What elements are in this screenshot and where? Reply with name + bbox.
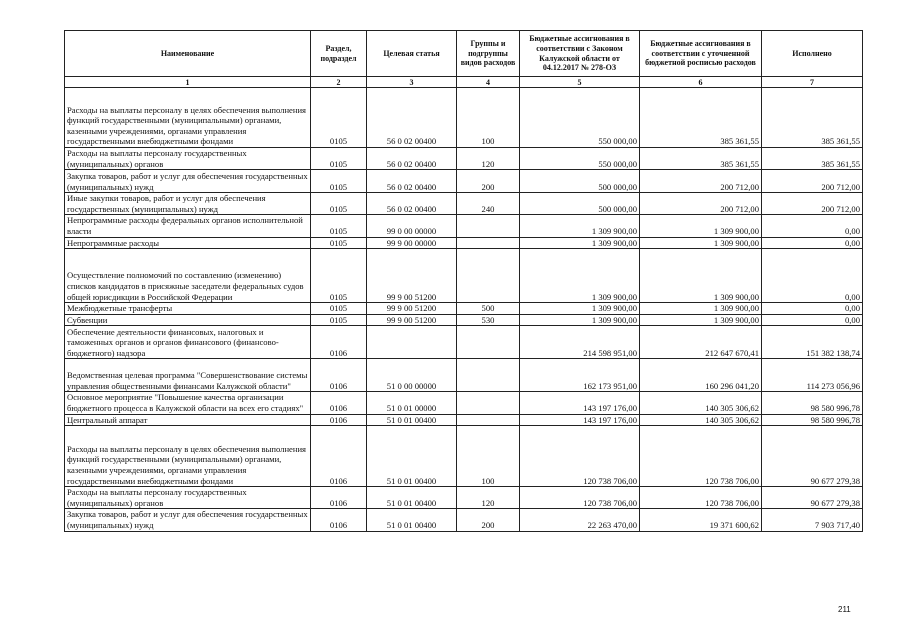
column-number: 5 <box>520 77 640 88</box>
cell-section: 0105 <box>311 237 367 249</box>
cell-law-allocation: 120 738 706,00 <box>520 487 640 509</box>
cell-target-article: 51 0 01 00400 <box>367 414 457 426</box>
cell-expense-group <box>457 359 520 392</box>
table-row <box>65 326 863 359</box>
cell-refined-allocation: 1 309 900,00 <box>640 215 762 237</box>
cell-name: Расходы на выплаты персоналу государственных (муниципальных) органов <box>65 148 311 170</box>
cell-law-allocation: 1 309 900,00 <box>520 249 640 303</box>
page-number: 211 <box>838 605 851 614</box>
cell-name: Закупка товаров, работ и услуг для обеспечения государственных (муниципальных) нужд <box>65 170 311 193</box>
cell-expense-group: 200 <box>457 170 520 193</box>
cell-section: 0106 <box>311 326 367 359</box>
cell-law-allocation: 500 000,00 <box>520 193 640 215</box>
cell-refined-allocation: 120 738 706,00 <box>640 487 762 509</box>
column-number: 2 <box>311 77 367 88</box>
cell-refined-allocation: 1 309 900,00 <box>640 314 762 326</box>
table-body <box>65 88 863 532</box>
header-target-article: Целевая статья <box>367 31 457 77</box>
cell-law-allocation: 1 309 900,00 <box>520 314 640 326</box>
table-row <box>65 314 863 326</box>
cell-executed: 7 903 717,40 <box>762 509 863 531</box>
cell-law-allocation: 500 000,00 <box>520 170 640 193</box>
cell-section: 0106 <box>311 509 367 531</box>
cell-section: 0105 <box>311 88 367 148</box>
cell-target-article: 51 0 01 00400 <box>367 509 457 531</box>
column-number: 4 <box>457 77 520 88</box>
cell-target-article: 56 0 02 00400 <box>367 148 457 170</box>
cell-name: Иные закупки товаров, работ и услуг для обеспечения государственных (муниципальных) нужд <box>65 193 311 215</box>
cell-executed: 385 361,55 <box>762 88 863 148</box>
cell-law-allocation: 1 309 900,00 <box>520 303 640 315</box>
cell-name: Центральный аппарат <box>65 414 311 426</box>
cell-section: 0105 <box>311 215 367 237</box>
cell-expense-group <box>457 326 520 359</box>
cell-name: Непрограммные расходы федеральных органов исполнительной власти <box>65 215 311 237</box>
table-row <box>65 392 863 414</box>
cell-expense-group: 120 <box>457 148 520 170</box>
cell-target-article: 99 9 00 51200 <box>367 249 457 303</box>
cell-law-allocation: 550 000,00 <box>520 148 640 170</box>
cell-name: Ведомственная целевая программа "Совершенствование системы управления общественными финансами Калужской области" <box>65 359 311 392</box>
cell-target-article <box>367 326 457 359</box>
cell-refined-allocation: 200 712,00 <box>640 170 762 193</box>
cell-refined-allocation: 1 309 900,00 <box>640 303 762 315</box>
cell-section: 0105 <box>311 249 367 303</box>
header-name: Наименование <box>65 31 311 77</box>
cell-target-article: 99 0 00 00000 <box>367 215 457 237</box>
cell-refined-allocation: 120 738 706,00 <box>640 426 762 487</box>
cell-expense-group: 120 <box>457 487 520 509</box>
table-row <box>65 170 863 193</box>
cell-expense-group: 500 <box>457 303 520 315</box>
table-row <box>65 88 863 148</box>
cell-section: 0106 <box>311 392 367 414</box>
cell-section: 0105 <box>311 148 367 170</box>
cell-target-article: 51 0 00 00000 <box>367 359 457 392</box>
cell-law-allocation: 162 173 951,00 <box>520 359 640 392</box>
cell-name: Субвенции <box>65 314 311 326</box>
cell-target-article: 51 0 01 00400 <box>367 487 457 509</box>
column-number: 3 <box>367 77 457 88</box>
cell-refined-allocation: 19 371 600,62 <box>640 509 762 531</box>
cell-section: 0106 <box>311 426 367 487</box>
cell-law-allocation: 214 598 951,00 <box>520 326 640 359</box>
cell-section: 0105 <box>311 193 367 215</box>
cell-executed: 98 580 996,78 <box>762 414 863 426</box>
cell-law-allocation: 1 309 900,00 <box>520 215 640 237</box>
cell-expense-group: 530 <box>457 314 520 326</box>
table-row <box>65 193 863 215</box>
table-row <box>65 148 863 170</box>
cell-law-allocation: 1 309 900,00 <box>520 237 640 249</box>
budget-execution-table <box>64 30 863 532</box>
cell-name: Межбюджетные трансферты <box>65 303 311 315</box>
cell-expense-group: 240 <box>457 193 520 215</box>
cell-expense-group <box>457 249 520 303</box>
cell-law-allocation: 22 263 470,00 <box>520 509 640 531</box>
header-executed: Исполнено <box>762 31 863 77</box>
table-row <box>65 414 863 426</box>
cell-target-article: 56 0 02 00400 <box>367 193 457 215</box>
cell-name: Расходы на выплаты персоналу в целях обеспечения выполнения функций государственными (муниципальными) органами, казенными учреждениями, органами управления государственными внебюджетными фондами <box>65 88 311 148</box>
cell-law-allocation: 143 197 176,00 <box>520 414 640 426</box>
cell-executed: 0,00 <box>762 215 863 237</box>
cell-refined-allocation: 160 296 041,20 <box>640 359 762 392</box>
column-number: 6 <box>640 77 762 88</box>
table-row <box>65 426 863 487</box>
cell-refined-allocation: 140 305 306,62 <box>640 414 762 426</box>
cell-target-article: 56 0 02 00400 <box>367 88 457 148</box>
header-section: Раздел, подраздел <box>311 31 367 77</box>
header-refined-allocation: Бюджетные ассигнования в соответствии с уточненной бюджетной росписью расходов <box>640 31 762 77</box>
cell-section: 0106 <box>311 359 367 392</box>
cell-executed: 90 677 279,38 <box>762 426 863 487</box>
cell-target-article: 51 0 01 00400 <box>367 426 457 487</box>
table-row <box>65 215 863 237</box>
cell-target-article: 99 9 00 51200 <box>367 314 457 326</box>
cell-target-article: 99 9 00 00000 <box>367 237 457 249</box>
table-row <box>65 359 863 392</box>
cell-refined-allocation: 212 647 670,41 <box>640 326 762 359</box>
table-row <box>65 237 863 249</box>
cell-section: 0105 <box>311 314 367 326</box>
cell-expense-group <box>457 215 520 237</box>
cell-target-article: 51 0 01 00000 <box>367 392 457 414</box>
cell-law-allocation: 550 000,00 <box>520 88 640 148</box>
cell-name: Непрограммные расходы <box>65 237 311 249</box>
cell-section: 0105 <box>311 170 367 193</box>
cell-executed: 200 712,00 <box>762 193 863 215</box>
cell-expense-group: 100 <box>457 88 520 148</box>
cell-refined-allocation: 140 305 306,62 <box>640 392 762 414</box>
table-row <box>65 249 863 303</box>
cell-target-article: 56 0 02 00400 <box>367 170 457 193</box>
cell-refined-allocation: 1 309 900,00 <box>640 237 762 249</box>
table-row <box>65 303 863 315</box>
cell-expense-group <box>457 237 520 249</box>
cell-name: Расходы на выплаты персоналу государственных (муниципальных) органов <box>65 487 311 509</box>
header-expense-group: Группы и подгруппы видов расходов <box>457 31 520 77</box>
table-row <box>65 509 863 531</box>
cell-name: Осуществление полномочий по составлению (изменению) списков кандидатов в присяжные заседатели федеральных судов общей юрисдикции в Российской Федерации <box>65 249 311 303</box>
table-row <box>65 487 863 509</box>
cell-executed: 90 677 279,38 <box>762 487 863 509</box>
cell-executed: 200 712,00 <box>762 170 863 193</box>
cell-executed: 0,00 <box>762 249 863 303</box>
column-number: 7 <box>762 77 863 88</box>
table-header-row <box>65 31 863 77</box>
cell-target-article: 99 9 00 51200 <box>367 303 457 315</box>
cell-refined-allocation: 385 361,55 <box>640 148 762 170</box>
cell-refined-allocation: 200 712,00 <box>640 193 762 215</box>
cell-law-allocation: 120 738 706,00 <box>520 426 640 487</box>
cell-section: 0105 <box>311 303 367 315</box>
cell-name: Основное мероприятие "Повышение качества организации бюджетного процесса в Калужской области на всех его стадиях" <box>65 392 311 414</box>
cell-executed: 0,00 <box>762 237 863 249</box>
cell-name: Обеспечение деятельности финансовых, налоговых и таможенных органов и органов финансового (финансово-бюджетного) надзора <box>65 326 311 359</box>
cell-executed: 98 580 996,78 <box>762 392 863 414</box>
header-law-allocation: Бюджетные ассигнования в соответствии с Законом Калужской области от 04.12.2017 № 278-ОЗ <box>520 31 640 77</box>
cell-law-allocation: 143 197 176,00 <box>520 392 640 414</box>
cell-name: Расходы на выплаты персоналу в целях обеспечения выполнения функций государственными (муниципальными) органами, казенными учреждениями, органами управления государственными внебюджетными фондами <box>65 426 311 487</box>
cell-refined-allocation: 385 361,55 <box>640 88 762 148</box>
cell-expense-group: 100 <box>457 426 520 487</box>
cell-executed: 114 273 056,96 <box>762 359 863 392</box>
cell-name: Закупка товаров, работ и услуг для обеспечения государственных (муниципальных) нужд <box>65 509 311 531</box>
column-number-row <box>65 77 863 88</box>
cell-expense-group <box>457 392 520 414</box>
cell-executed: 385 361,55 <box>762 148 863 170</box>
column-number: 1 <box>65 77 311 88</box>
cell-section: 0106 <box>311 487 367 509</box>
cell-expense-group <box>457 414 520 426</box>
cell-refined-allocation: 1 309 900,00 <box>640 249 762 303</box>
cell-executed: 151 382 138,74 <box>762 326 863 359</box>
cell-executed: 0,00 <box>762 303 863 315</box>
cell-expense-group: 200 <box>457 509 520 531</box>
cell-executed: 0,00 <box>762 314 863 326</box>
cell-section: 0106 <box>311 414 367 426</box>
